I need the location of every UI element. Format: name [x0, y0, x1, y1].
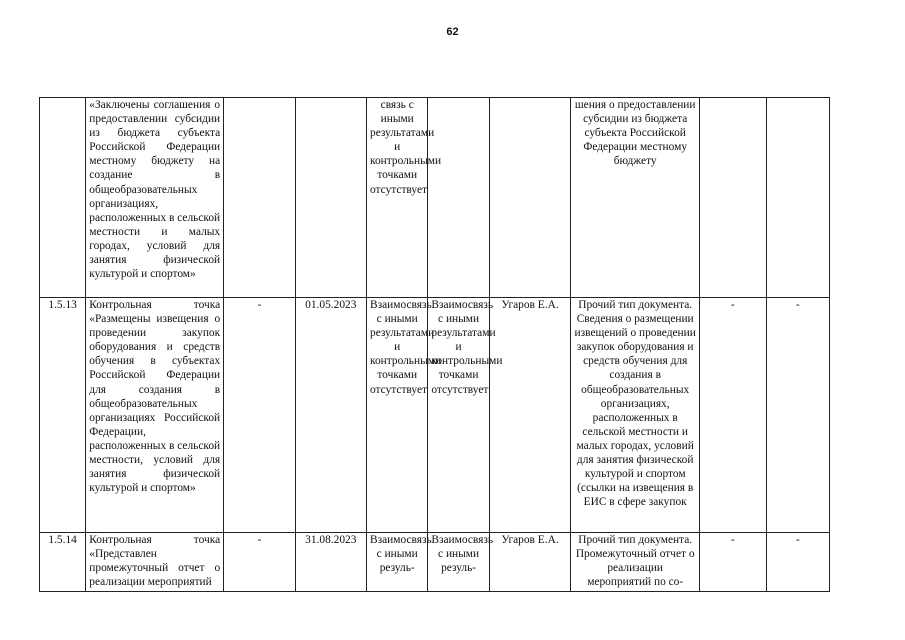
due-date: 01.05.2023: [295, 298, 366, 533]
extra-cell-9: -: [700, 533, 766, 592]
successor-link: Взаимосвязь с иными результатами и контрольными точками отсутствует: [428, 298, 489, 533]
control-point-description: Контрольная точка «Представлен промежуточный отчет о реализации мероприятий: [86, 533, 224, 592]
document-type: Прочий тип документа. Промежуточный отчет о реализации мероприятий по со-: [571, 533, 700, 592]
responsible-person: Угаров Е.А.: [489, 298, 571, 533]
extra-cell-10: -: [766, 298, 830, 533]
plan-cell: [224, 98, 295, 298]
responsible-person: Угаров Е.А.: [489, 533, 571, 592]
table-row: [40, 298, 830, 533]
table-row: [40, 98, 830, 298]
row-number: 1.5.13: [40, 298, 86, 533]
predecessor-link: Взаимосвязь с иными резуль-: [367, 533, 428, 592]
page-number: 62: [446, 26, 459, 38]
responsible-person: [489, 98, 571, 298]
extra-cell-9: [700, 98, 766, 298]
due-date: [295, 98, 366, 298]
plan-table: [39, 97, 830, 592]
successor-link: [428, 98, 489, 298]
due-date: 31.08.2023: [295, 533, 366, 592]
row-number: [40, 98, 86, 298]
control-point-description: «Заключены соглашения о предоставлении субсидии из бюджета субъекта Российской Федерации местному бюджету на создание в общеобразовательных организациях, расположенных в сельской местности и малых городах, условий для занятия физической культурой и спортом»: [86, 98, 224, 298]
row-number: 1.5.14: [40, 533, 86, 592]
extra-cell-9: -: [700, 298, 766, 533]
plan-cell: -: [224, 533, 295, 592]
document-type: шения о предоставлении субсидии из бюджета субъекта Российской Федерации местному бюджету: [571, 98, 700, 298]
predecessor-link: Взаимосвязь с иными результатами и контрольными точками отсутствует: [367, 298, 428, 533]
extra-cell-10: -: [766, 533, 830, 592]
predecessor-link: связь с иными результатами и контрольными точками отсутствует: [367, 98, 428, 298]
plan-cell: -: [224, 298, 295, 533]
control-point-description: Контрольная точка «Размещены извещения о проведении закупок оборудования и средств обучения в субъектах Российской Федерации для создания в общеобразовательных организациях Российской Федерации, расположенных в сельской местности, условий для занятия физической культурой и спортом»: [86, 298, 224, 533]
table-row: [40, 533, 830, 592]
document-type: Прочий тип документа. Сведения о размещении извещений о проведении закупок оборудования и средств обучения для создания в общеобразовательных организациях, расположенных в сельской местности и малых городах, условий для занятия физической культурой и спортом (ссылки на извещения в ЕИС в сфере закупок: [571, 298, 700, 533]
extra-cell-10: [766, 98, 830, 298]
successor-link: Взаимосвязь с иными резуль-: [428, 533, 489, 592]
